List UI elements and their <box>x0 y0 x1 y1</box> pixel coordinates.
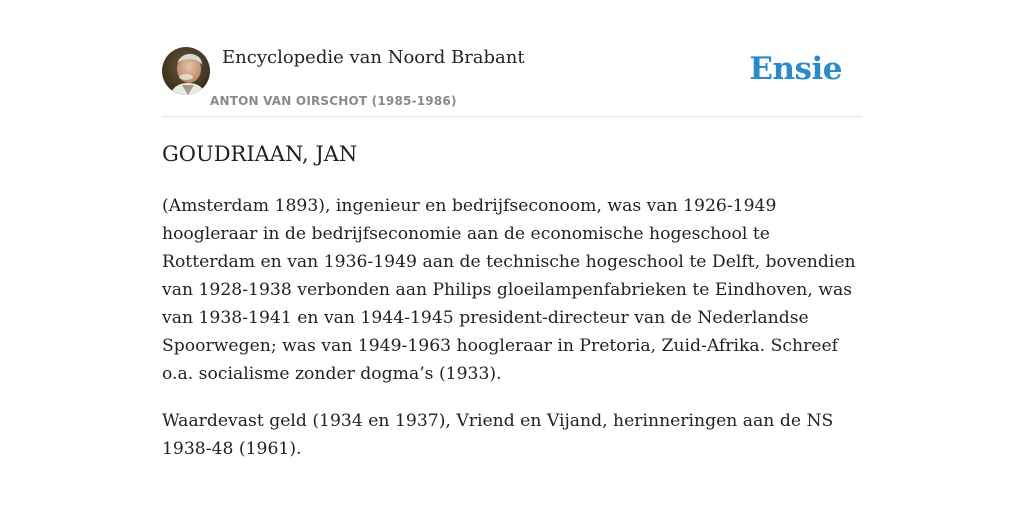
article-body <box>162 192 866 482</box>
article-paragraph: Waardevast geld (1934 en 1937), Vriend en Vijand, herinneringen aan de NS 1938-48 (1961). <box>162 411 834 459</box>
avatar-portrait-image <box>162 47 210 95</box>
author-name[interactable]: ANTON VAN OIRSCHOT (1985-1986) <box>210 94 457 108</box>
article-title: GOUDRIAAN, JAN <box>162 142 358 166</box>
author-avatar[interactable] <box>162 47 210 95</box>
article-paragraph: (Amsterdam 1893), ingenieur en bedrijfseconoom, was van 1926-1949 hoogleraar in de bedrijfseconomie aan de economische hogeschool te Rotterdam en van 1936-1949 aan de technische hogeschool te Delft, bovendien van 1928-1938 verbonden aan Philips gloeilampenfabrieken te Eindhoven, was van 1938-1941 en van 1944-1945 president-directeur van de Nederlandse Spoorwegen; was van 1949-1963 hoogleraar in Pretoria, Zuid-Afrika. Schreef o.a. socialisme zonder dogma’s (1933). <box>162 196 856 384</box>
header <box>162 44 862 117</box>
encyclopedia-title[interactable]: Encyclopedie van Noord Brabant <box>222 47 525 68</box>
ensie-logo[interactable]: Ensie <box>749 51 842 87</box>
